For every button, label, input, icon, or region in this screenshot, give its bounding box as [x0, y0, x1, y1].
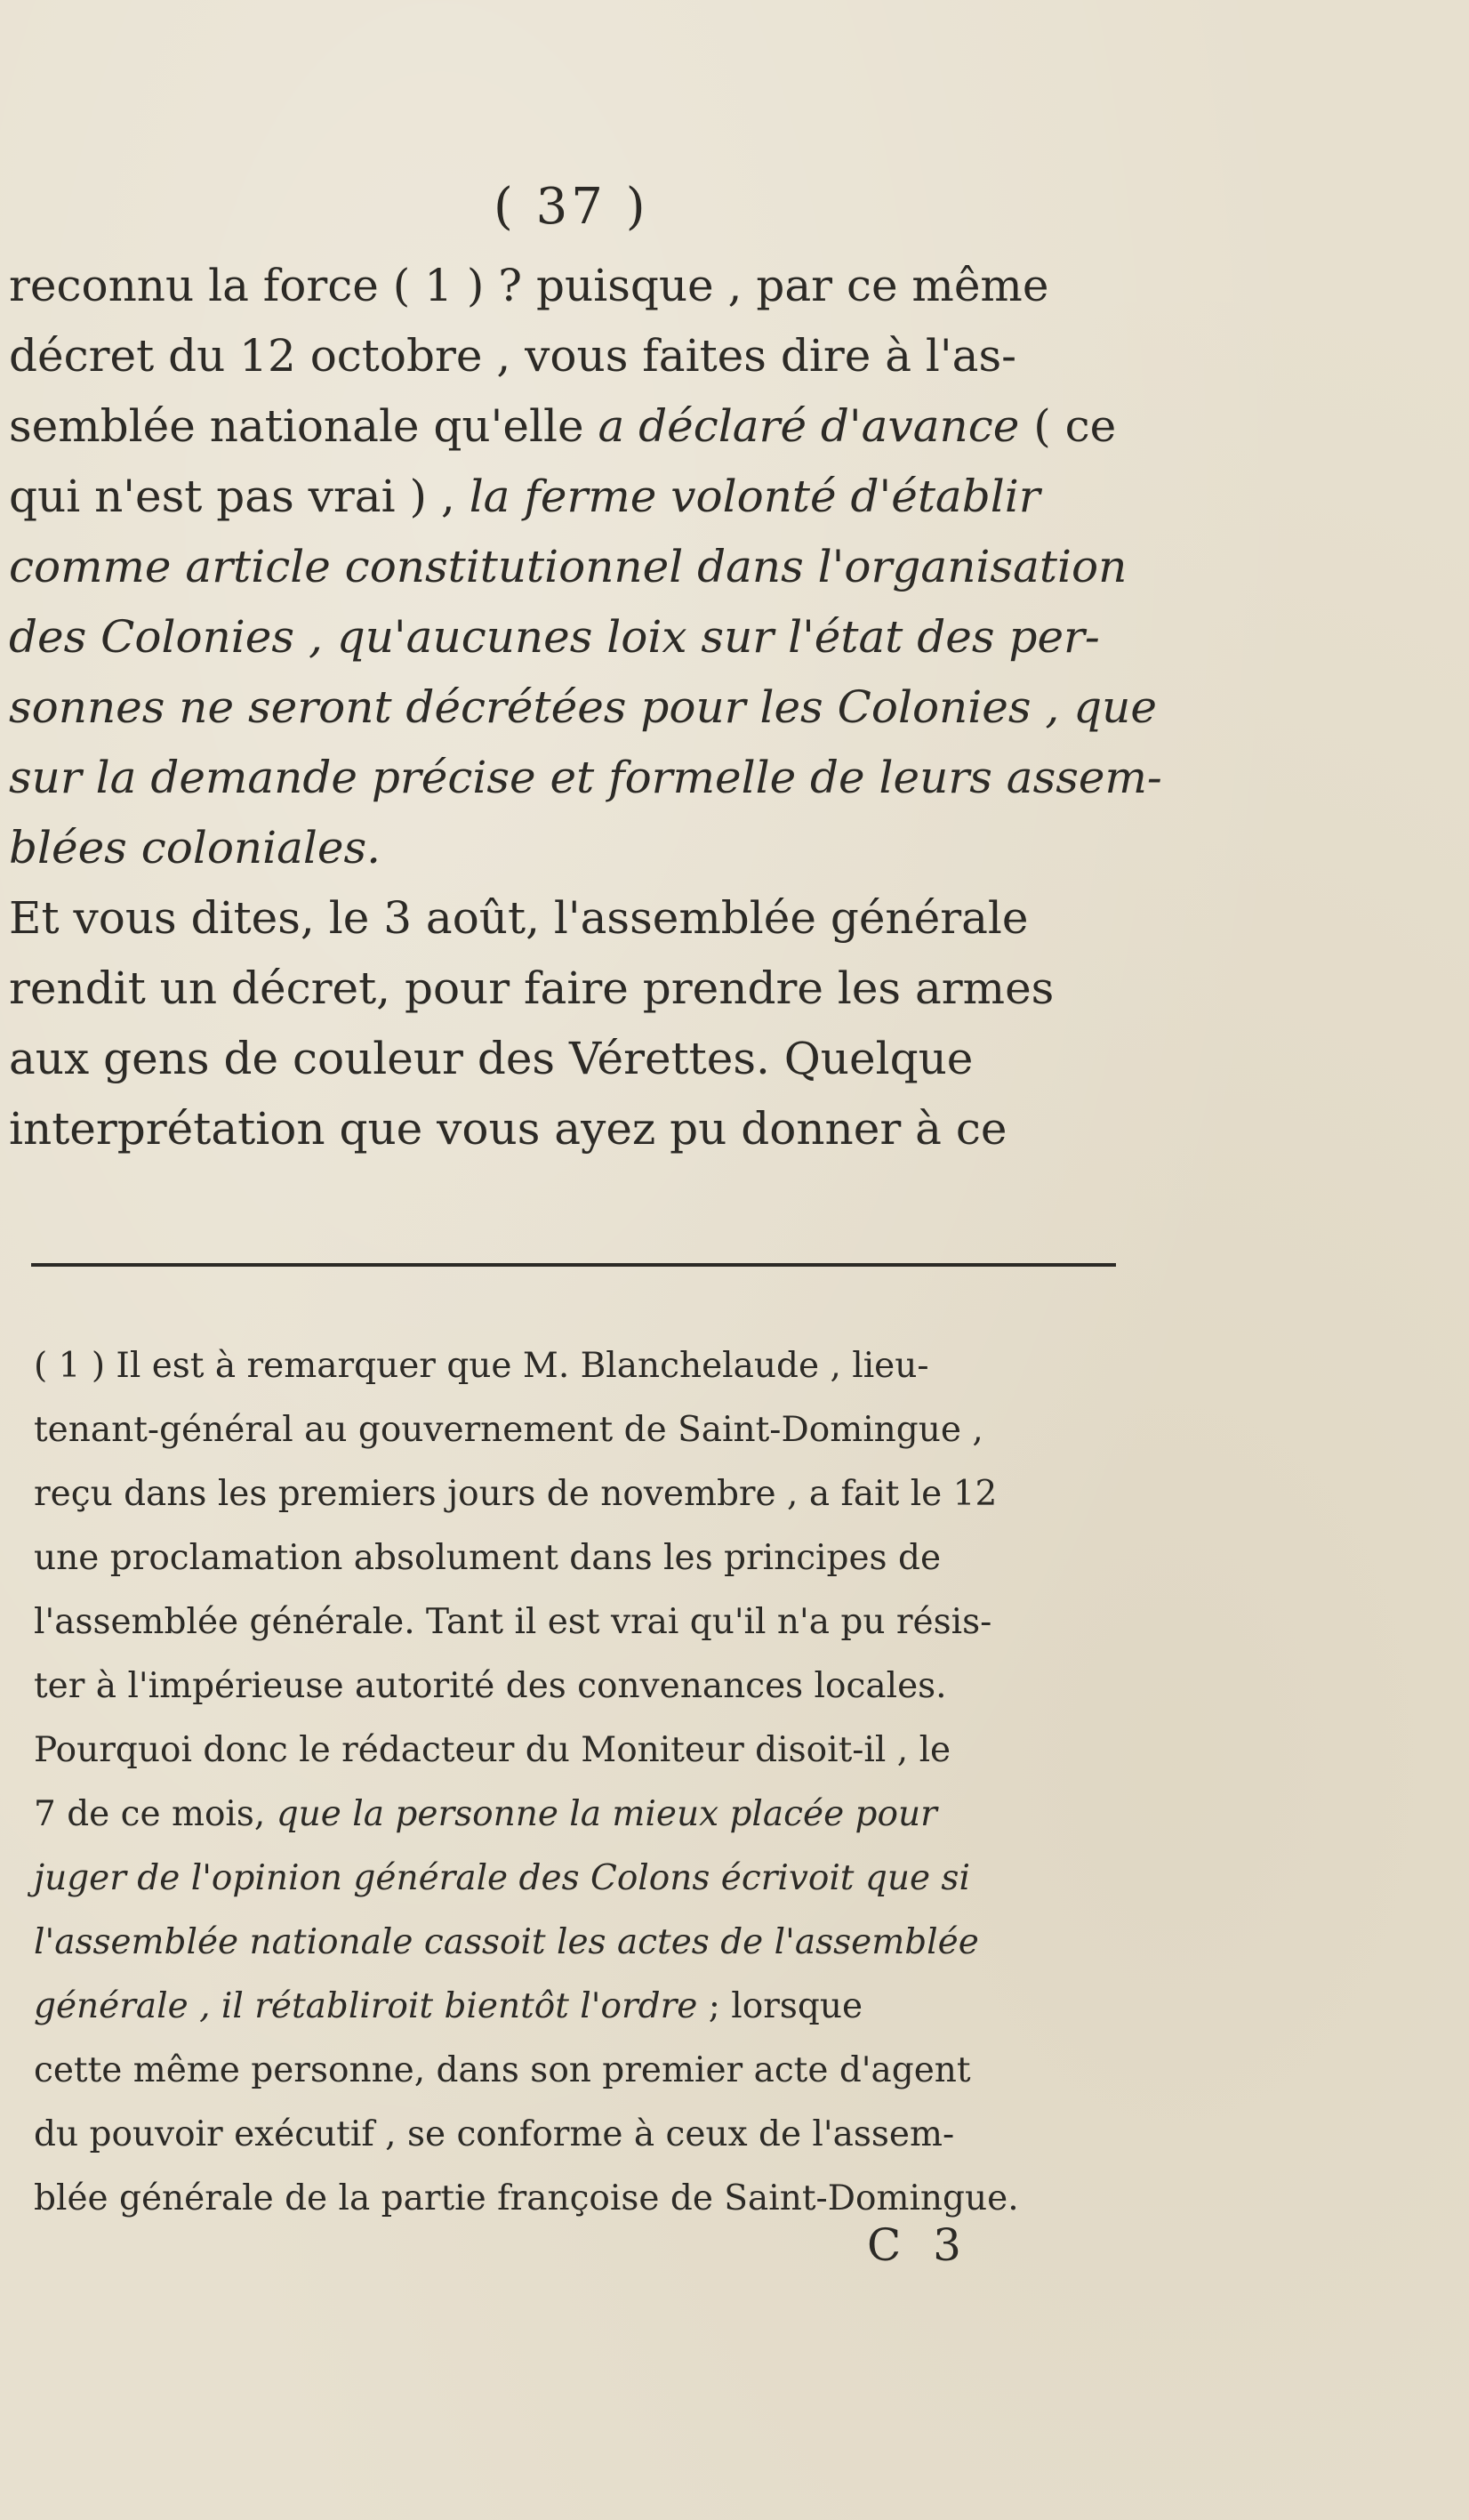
footnote-line — [34, 1783, 1154, 1847]
text-line — [9, 462, 1120, 531]
footnote-line — [34, 1911, 1154, 1975]
text-run: Et vous dites, le 3 août, l'assemblée générale — [9, 892, 1029, 944]
text-line — [9, 1024, 1120, 1093]
text-run: cette même personne, dans son premier acte d'agent — [34, 2050, 971, 2090]
text-run: ( ce — [1019, 400, 1117, 452]
text-run: ( 1 ) Il est à remarquer que M. Blanchelaude , lieu- — [34, 1346, 929, 1386]
text-line — [9, 672, 1157, 742]
text-line — [9, 391, 1120, 461]
footnote-line — [34, 1847, 1154, 1911]
italic-text: l'assemblée nationale cassoit les actes de l'assemblée — [34, 1922, 979, 1962]
text-run: rendit un décret, pour faire prendre les armes — [9, 962, 1055, 1014]
text-line — [9, 954, 1120, 1023]
text-run: Pourquoi donc le rédacteur du Moniteur disoit-il , le — [34, 1730, 951, 1770]
text-line — [9, 1094, 1120, 1163]
text-line — [9, 532, 1128, 601]
italic-text: comme article constitutionnel dans l'organisation — [9, 541, 1128, 592]
text-run: reconnu la force ( 1 ) ? puisque , par ce même — [9, 260, 1049, 311]
text-run: blée générale de la partie françoise de Saint-Domingue. — [34, 2178, 1019, 2218]
footnote-line — [34, 1590, 1154, 1655]
footnote-rule — [31, 1263, 1116, 1267]
footnote-line — [34, 1719, 1154, 1783]
page-number: ( 37 ) — [494, 178, 649, 236]
text-run: tenant-général au gouvernement de Saint-Domingue , — [34, 1410, 983, 1450]
text-run: décret du 12 octobre , vous faites dire à l'as- — [9, 330, 1017, 382]
text-run: aux gens de couleur des Vérettes. Quelque — [9, 1033, 974, 1084]
italic-text: que la personne la mieux placée pour — [276, 1794, 937, 1834]
footnote-line — [34, 2167, 1154, 2231]
footnote-line — [34, 1526, 1154, 1590]
footnote-line — [34, 1398, 1154, 1462]
italic-text: sur la demande précise et formelle de leurs assem- — [9, 752, 1162, 803]
text-run: 7 de ce mois, — [34, 1794, 277, 1834]
footnote-line — [34, 2039, 1154, 2103]
italic-text: la ferme volonté d'établir — [469, 471, 1040, 522]
text-line — [9, 321, 1120, 390]
footnote-line — [34, 2103, 1154, 2167]
signature-mark: C 3 — [867, 2219, 970, 2271]
text-line — [9, 883, 1120, 953]
footnote-line — [34, 1655, 1154, 1719]
text-run: ; lorsque — [697, 1986, 863, 2026]
footnote-line — [34, 1334, 1154, 1398]
text-run: du pouvoir exécutif , se conforme à ceux de l'assem- — [34, 2114, 955, 2154]
italic-text: sonnes ne seront décrétées pour les Colonies , que — [9, 681, 1157, 733]
footnote-line — [34, 1975, 1154, 2039]
italic-text: des Colonies , qu'aucunes loix sur l'état des per- — [9, 611, 1100, 663]
text-run: ter à l'impérieuse autorité des convenances locales. — [34, 1666, 947, 1706]
italic-text: juger de l'opinion générale des Colons écrivoit que si — [34, 1858, 970, 1898]
text-run: qui n'est pas vrai ) , — [9, 471, 470, 522]
text-line — [9, 743, 1162, 812]
text-run: semblée nationale qu'elle — [9, 400, 598, 452]
text-line — [9, 602, 1120, 672]
text-line — [9, 813, 1120, 882]
text-run: une proclamation absolument dans les principes de — [34, 1538, 942, 1578]
italic-text: a déclaré d'avance — [598, 400, 1020, 452]
text-run: reçu dans les premiers jours de novembre , a fait le 12 — [34, 1474, 998, 1514]
footnote-line — [34, 1462, 1154, 1526]
italic-text: blées coloniales. — [9, 822, 381, 874]
italic-text: générale , il rétabliroit bientôt l'ordre — [34, 1986, 698, 2026]
text-run: l'assemblée générale. Tant il est vrai qu'il n'a pu résis- — [34, 1602, 992, 1642]
text-line — [9, 251, 1120, 320]
text-run: interprétation que vous ayez pu donner à ce — [9, 1103, 1007, 1155]
